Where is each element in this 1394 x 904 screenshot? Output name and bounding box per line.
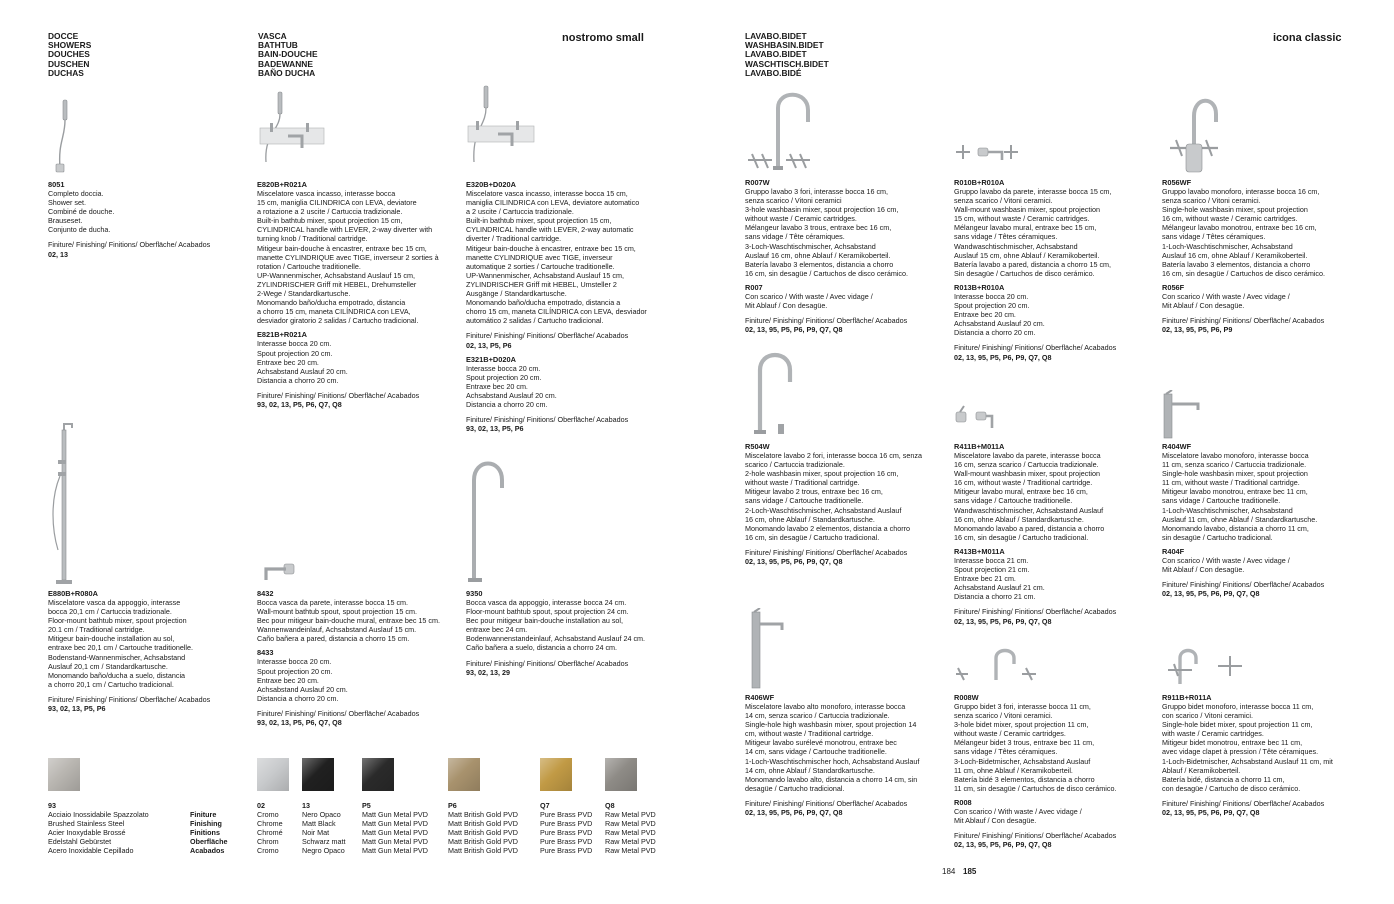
- product-R404WF: [1162, 440, 1367, 598]
- product-code: R007W: [745, 178, 770, 187]
- product-8432: [257, 587, 462, 727]
- swatch-P6: [448, 758, 480, 791]
- page-number-right: 185: [963, 867, 977, 876]
- product-image-R411B: [954, 404, 994, 432]
- product-E880B: [48, 587, 248, 713]
- product-R056WF: [1162, 176, 1367, 334]
- product-description: Gruppo bidet monoforo, interasse bocca 11 cm, con scarico / Vitoni ceramici. Single-hole bidet mixer, spout projection 11 cm, with waste / Ceramic cartridges. Mitigeur bidet monotrou, entraxe bec 11 cm, avec vidage clapet à pression / Tête céramiques. 1-Loch-Bidetmischer, Achsabstand Auslauf 11 cm, mit Ablauf / Keramikoberteil. Batería bidé, distancia a chorro 11 cm, con desagüe / Cartucho de disco cerámico.: [1162, 702, 1333, 793]
- product-image-E320B: [466, 84, 536, 168]
- finish-label: Finiture/ Finishing/ Finitions/ Oberfläche/ Acabados: [745, 547, 908, 557]
- product-image-8432: [260, 560, 296, 584]
- swatch-P5: [362, 758, 394, 791]
- finish-label: Finiture/ Finishing/ Finitions/ Oberfläche/ Acabados: [48, 694, 211, 704]
- swatch-Q8: [605, 758, 637, 791]
- finish-label: Finiture/ Finishing/ Finitions/ Oberfläche/ Acabados: [466, 331, 629, 341]
- variant-description: Con scarico / With waste / Avec vidage / Mit Ablauf / Con desagüe.: [954, 806, 1082, 826]
- finish-codes: 93, 02, 13, P5, P6, Q7, Q8: [257, 718, 342, 728]
- product-description: Miscelatore lavabo 2 fori, interasse bocca 16 cm, senza scarico / Cartuccia tradizionale. 2-hole washbasin mixer, spout projection 16 cm, without waste / Traditional cartridge. Mitigeur lavabo 2 trous, entraxe bec 16 cm, sans vidage / Cartouche traditionelle. 2-Loch-Waschtischmischer, Achsabstand Auslauf 16 cm, ohne Ablauf / Standardkartusche. Monomando lavabo 2 elementos, distancia a chorro 16 cm, sin desagüe / Cartucho tradicional.: [745, 451, 922, 542]
- finish-codes: 02, 13, P5, P6: [466, 340, 512, 350]
- section-header-bathtub: VASCA BATHTUB BAIN-DOUCHE BADEWANNE BAÑO DUCHA: [258, 31, 318, 78]
- finish-label: Finiture/ Finishing/ Finitions/ Oberfläche/ Acabados: [745, 798, 908, 808]
- legend-P6: P6 Matt British Gold PVD Matt British Gold PVD Matt British Gold PVD Matt British Gold PVD Matt British Gold PVD: [448, 801, 518, 856]
- product-9350: [466, 587, 671, 677]
- product-description: Miscelatore vasca incasso, interasse bocca 15 cm, maniglia CILINDRICA con LEVA, deviatore automatico a 2 uscite / Cartuccia tradizionale. Built-in bathtub mixer, spout projection 15 cm, CYLINDRICAL handle with LEVER, 2-way automatic diverter / Traditional cartridge. Mitigeur bain-douche à encastrer, entraxe bec 15 cm, manette CYLINDRIQUE avec TIGE, inverseur automatique 2 sorties / Cartouche traditionelle. UP-Wannenmischer, Achsabstand Auslauf 15 cm, ZYLINDRISCHER Griff mit HEBEL, Umsteller 2 Ausgänge / Standardkartusche. Monomando baño/ducha empotrado, distancia a chorro 15 cm, maneta CILÍNDRICA con LEVA, desviador automático 2 salidas / Cartucho tradicional.: [466, 189, 647, 326]
- product-image-R911B: [1164, 646, 1246, 686]
- series-title-left: nostromo small: [562, 32, 644, 44]
- product-code: 8051: [48, 180, 65, 189]
- variant-description: Interasse bocca 20 cm. Spout projection 20 cm. Entraxe bec 20 cm. Achsabstand Auslauf 20 cm. Distancia a chorro 20 cm.: [257, 339, 348, 385]
- page-number-left: 184: [942, 867, 956, 876]
- product-E320B: [466, 178, 671, 433]
- product-description: Gruppo lavabo da parete, interasse bocca 15 cm, senza scarico / Vitoni ceramici. Wall-mount washbasin mixer, spout projection 15 cm, without waste / Ceramic cartridges. Mélangeur lavabo mural, entraxe bec 15 cm, sans vidage / Têtes céramiques. Wandwaschtischmischer, Achsabstand Auslauf 15 cm, ohne Ablauf / Keramikoberteil. Batería lavabo a pared, distancia a chorro 15 cm, Sin desagüe / Cartuchos de disco cerámico.: [954, 187, 1112, 278]
- product-description: Miscelatore lavabo alto monoforo, interasse bocca 14 cm, senza scarico / Cartuccia tradizionale. Single-hole high washbasin mixer, spout projection 14 cm, without waste / Traditional cartridge. Mitigeur lavabo surélevé monotrou, entraxe bec 14 cm, sans vidage / Cartouche traditionelle. 1-Loch-Waschtischmischer hoch, Achsabstand Auslauf 14 cm, ohne Ablauf / Standardkartusche. Monomando lavabo alto, distancia a chorro 14 cm, sin desagüe / Cartucho tradicional.: [745, 702, 920, 793]
- legend-13: 13 Nero Opaco Matt Black Noir Mat Schwarz matt Negro Opaco: [302, 801, 346, 856]
- product-code: R411B+M011A: [954, 442, 1005, 451]
- finish-label: Finiture/ Finishing/ Finitions/ Oberfläche/ Acabados: [954, 607, 1117, 617]
- variant-code: E321B+D020A: [466, 354, 516, 364]
- product-image-R504W: [748, 348, 796, 436]
- product-code: R056WF: [1162, 178, 1192, 187]
- product-image-R404WF: [1162, 390, 1202, 440]
- finish-label: Finiture/ Finishing/ Finitions/ Oberfläche/ Acabados: [466, 415, 629, 425]
- product-R010B: [954, 176, 1159, 362]
- variant-code: R007: [745, 282, 763, 292]
- product-R911B: [1162, 691, 1377, 817]
- variant-code: R413B+M011A: [954, 546, 1005, 556]
- variant-code: R056F: [1162, 282, 1185, 292]
- legend-Q8: Q8 Raw Metal PVD Raw Metal PVD Raw Metal PVD Raw Metal PVD Raw Metal PVD: [605, 801, 656, 856]
- product-code: E320B+D020A: [466, 180, 516, 189]
- legend-93: 93 Acciaio Inossidabile Spazzolato Brushed Stainless Steel Acier Inoxydable Brossé Edelstahl Gebürstet Acero Inoxidable Cepillado: [48, 801, 149, 856]
- product-image-8051: [54, 98, 74, 174]
- product-code: R010B+R010A: [954, 178, 1005, 187]
- product-code: 9350: [466, 589, 483, 598]
- finish-label: Finiture/ Finishing/ Finitions/ Oberfläche/ Acabados: [1162, 316, 1325, 326]
- finish-codes: 93, 02, 13, P5, P6, Q7, Q8: [257, 399, 342, 409]
- finish-codes: 93, 02, 13, P5, P6: [466, 424, 524, 434]
- variant-code: R008: [954, 797, 972, 807]
- product-description: Miscelatore vasca incasso, interasse bocca 15 cm, maniglia CILINDRICA con LEVA, deviatore a rotazione a 2 uscite / Cartuccia tradizionale. Built-in bathtub mixer, spout projection 15 cm, CYLINDRICAL handle with LEVER, 2-way diverter with turning knob / Traditional cartridge. Mitigeur bain-douche à encastrer, entraxe bec 15 cm, manette CYLINDRIQUE avec TIGE, inverseur 2 sorties à rotation / Cartouche traditionelle. UP-Wannenmischer, Achsabstand Auslauf 15 cm, ZYLINDRISCHER Griff mit HEBEL, Drehumsteller 2-Wege / Standardkartusche. Monomando baño/ducha empotrado, distancia a chorro 15 cm, maneta CILÍNDRICA con LEVA, desviador giratorio 2 salidas / Cartucho tradicional.: [257, 189, 439, 326]
- finish-label: Finiture/ Finishing/ Finitions/ Oberfläche/ Acabados: [954, 831, 1117, 841]
- product-description: Gruppo bidet 3 fori, interasse bocca 11 cm, senza scarico / Vitoni ceramici. 3-hole bidet mixer, spout projection 11 cm, without waste / Ceramic cartridges. Mélangeur bidet 3 trous, entraxe bec 11 cm, sans vidage / Têtes céramiques. 3-Loch-Bidetmischer, Achsabstand Auslauf 11 cm, ohne Ablauf / Keramikoberteil. Batería bidé 3 elementos, distancia a chorro 11 cm, sin desagüe / Cartuchos de disco cerámico.: [954, 702, 1117, 793]
- swatch-13: [302, 758, 334, 791]
- legend-Q7: Q7 Pure Brass PVD Pure Brass PVD Pure Brass PVD Pure Brass PVD Pure Brass PVD: [540, 801, 593, 856]
- variant-description: Interasse bocca 20 cm. Spout projection 20 cm. Entraxe bec 20 cm. Achsabstand Auslauf 20 cm. Distancia a chorro 20 cm.: [466, 363, 557, 409]
- product-E820B: [257, 178, 462, 409]
- finish-codes: 93, 02, 13, P5, P6: [48, 704, 106, 714]
- finish-label: Finiture/ Finishing/ Finitions/ Oberfläche/ Acabados: [1162, 798, 1325, 808]
- finish-label: Finiture/ Finishing/ Finitions/ Oberfläche/ Acabados: [745, 316, 908, 326]
- product-image-R010B: [954, 142, 1020, 164]
- product-description: Gruppo lavabo monoforo, interasse bocca 16 cm, senza scarico / Vitoni ceramici. Single-hole washbasin mixer, spout projection 16 cm, without waste / Ceramic cartridges. Mélangeur lavabo monotrou, entraxe bec 16 cm, sans vidage / Têtes céramiques. 1-Loch-Waschtischmischer, Achsabstand Auslauf 16 cm, ohne Ablauf / Keramikoberteil. Batería lavabo 3 elementos, distancia a chorro 16 cm, sin desagüe / Cartuchos de disco cerámico.: [1162, 187, 1325, 278]
- finish-codes: 02, 13, 95, P5, P6, P9, Q7, Q8: [954, 616, 1052, 626]
- product-code: R008W: [954, 693, 979, 702]
- legend-P5: P5 Matt Gun Metal PVD Matt Gun Metal PVD Matt Gun Metal PVD Matt Gun Metal PVD Matt Gun Metal PVD: [362, 801, 428, 856]
- finish-codes: 02, 13, 95, P5, P6, P9, Q7, Q8: [954, 840, 1052, 850]
- product-R504W: [745, 440, 950, 566]
- legend-language-labels: Finiture Finishing Finitions Oberfläche Acabados: [190, 810, 228, 856]
- swatch-Q7: [540, 758, 572, 791]
- variant-description: Interasse bocca 20 cm. Spout projection 20 cm. Entraxe bec 20 cm. Achsabstand Auslauf 20 cm. Distancia a chorro 20 cm.: [257, 657, 348, 703]
- finish-codes: 02, 13, 95, P5, P6, P9, Q7, Q8: [1162, 808, 1260, 818]
- finish-label: Finiture/ Finishing/ Finitions/ Oberfläche/ Acabados: [257, 390, 420, 400]
- finish-codes: 02, 13, 95, P5, P6, P9, Q7, Q8: [1162, 589, 1260, 599]
- product-description: Miscelatore lavabo monoforo, interasse bocca 11 cm, senza scarico / Cartuccia tradizionale. Single-hole washbasin mixer, spout projection 11 cm, without waste / Traditional cartridge. Mitigeur lavabo monotrou, entraxe bec 11 cm, sans vidage / Cartouche traditionelle. 1-Loch-Waschtischmischer, Achsabstand Auslauf 11 cm, ohne Ablauf / Standardkartusche. Monomando lavabo, distancia a chorro 11 cm, sin desagüe / Cartucho tradicional.: [1162, 451, 1318, 542]
- variant-code: E821B+R021A: [257, 330, 307, 340]
- finish-codes: 02, 13, 95, P5, P6, P9, Q7, Q8: [745, 325, 843, 335]
- product-image-R007W: [746, 88, 812, 172]
- product-code: 8432: [257, 589, 274, 598]
- product-image-E880B: [50, 420, 74, 586]
- product-code: R406WF: [745, 693, 775, 702]
- series-title-right: icona classic: [1273, 32, 1342, 44]
- product-8051: [48, 178, 238, 259]
- product-R406WF: [745, 691, 950, 817]
- finish-codes: 02, 13: [48, 249, 68, 259]
- product-code: R911B+R011A: [1162, 693, 1212, 702]
- product-image-R406WF: [746, 608, 786, 690]
- variant-description: Interasse bocca 21 cm. Spout projection 21 cm. Entraxe bec 21 cm. Achsabstand Auslauf 21 cm. Distancia a chorro 21 cm.: [954, 555, 1045, 602]
- section-header-showers: DOCCE SHOWERS DOUCHES DUSCHEN DUCHAS: [48, 31, 92, 78]
- product-R411B: [954, 440, 1159, 626]
- finish-codes: 02, 13, 95, P5, P6, P9, Q7, Q8: [745, 808, 843, 818]
- product-description: Bocca vasca da appoggio, interasse bocca 24 cm. Floor-mount bathtub spout, spout projection 24 cm. Bec pour mitigeur bain-douche installation au sol, entraxe bec 24 cm. Bodenwannenstandeinlauf, Achsabstand Auslauf 24 cm. Caño bañera a suelo, distancia a chorro 24 cm.: [466, 598, 646, 653]
- finish-codes: 02, 13, 95, P5, P6, P9: [1162, 325, 1233, 335]
- product-image-9350: [464, 454, 508, 584]
- product-description: Bocca vasca da parete, interasse bocca 15 cm. Wall-mount bathtub spout, spout projection 15 cm. Bec pour mitigeur bain-douche mural, entraxe bec 15 cm. Wannenwandeinlauf, Achsabstand Auslauf 15 cm. Caño bañera a pared, distancia a chorro 15 cm.: [257, 598, 440, 644]
- product-description: Completo doccia. Shower set. Combiné de douche. Brauseset. Conjunto de ducha.: [48, 189, 115, 235]
- product-description: Gruppo lavabo 3 fori, interasse bocca 16 cm, senza scarico / Vitoni ceramici 3-hole washbasin mixer, spout projection 16 cm, without waste / Ceramic cartridges. Mélangeur lavabo 3 trous, entraxe bec 16 cm, sans vidage / Tête céramiques. 3-Loch-Waschtischmischer, Achsabstand Auslauf 16 cm, ohne Ablauf / Keramikoberteil. Batería lavabo 3 elementos, distancia a chorro 16 cm, sin desagüe / Cartuchos de disco cerámico.: [745, 187, 908, 278]
- product-code: R404WF: [1162, 442, 1192, 451]
- variant-description: Interasse bocca 20 cm. Spout projection 20 cm. Entraxe bec 20 cm. Achsabstand Auslauf 20 cm. Distancia a chorro 20 cm.: [954, 291, 1045, 338]
- product-image-R008W: [954, 646, 1040, 682]
- swatch-02: [257, 758, 289, 791]
- variant-description: Con scarico / With waste / Avec vidage / Mit Ablauf / Con desagüe.: [745, 291, 873, 311]
- product-description: Miscelatore vasca da appoggio, interasse bocca 20,1 cm / Cartuccia tradizionale. Floor-mount bathtub mixer, spout projection 20.1 cm / Traditional cartridge. Mitigeur bain-douche installation au sol, entraxe bec 20,1 cm / Cartouche traditionelle. Bodenstand-Wannenmischer, Achsabstand Auslauf 20,1 cm / Standardkartusche. Monomando baño/ducha a suelo, distancia a chorro 20,1 cm / Cartucho tradicional.: [48, 598, 194, 689]
- legend-02: 02 Cromo Chrome Chromé Chrom Cromo: [257, 801, 283, 856]
- product-description: Miscelatore lavabo da parete, interasse bocca 16 cm, senza scarico / Cartuccia tradizionale. Wall-mount washbasin mixer, spout projection 16 cm, without waste / Traditional cartridge. Mitigeur lavabo mural, entraxe bec 16 cm, sans vidage / Cartouche traditionelle. Wandwaschtischmischer, Achsabstand Auslauf 16 cm, ohne Ablauf / Standardkartusche. Monomando lavabo a pared, distancia a chorro 16 cm, sin desagüe / Cartucho tradicional.: [954, 451, 1105, 542]
- finish-codes: 93, 02, 13, 29: [466, 667, 510, 677]
- product-R008W: [954, 691, 1159, 849]
- variant-code: R013B+R010A: [954, 282, 1005, 292]
- variant-description: Con scarico / With waste / Avec vidage / Mit Ablauf / Con desagüe.: [1162, 555, 1290, 575]
- variant-description: Con scarico / With waste / Avec vidage / Mit Ablauf / Con desagüe.: [1162, 291, 1290, 311]
- finish-label: Finiture/ Finishing/ Finitions/ Oberfläche/ Acabados: [466, 658, 629, 668]
- finish-label: Finiture/ Finishing/ Finitions/ Oberfläche/ Acabados: [954, 343, 1117, 353]
- section-header-washbasin: LAVABO.BIDET WASHBASIN.BIDET LAVABO.BIDET WASCHTISCH.BIDET LAVABO.BIDÉ: [745, 31, 829, 78]
- variant-code: R404F: [1162, 546, 1185, 556]
- finish-codes: 02, 13, 95, P5, P6, P9, Q7, Q8: [745, 557, 843, 567]
- product-code: R504W: [745, 442, 770, 451]
- swatch-93: [48, 758, 80, 791]
- product-R007W: [745, 176, 950, 334]
- finish-codes: 02, 13, 95, P5, P6, P9, Q7, Q8: [954, 352, 1052, 362]
- finish-label: Finiture/ Finishing/ Finitions/ Oberfläche/ Acabados: [48, 240, 211, 250]
- product-image-R056WF: [1166, 92, 1222, 174]
- variant-code: 8433: [257, 648, 274, 658]
- product-code: E820B+R021A: [257, 180, 307, 189]
- product-image-E820B: [258, 90, 326, 168]
- finish-label: Finiture/ Finishing/ Finitions/ Oberfläche/ Acabados: [257, 708, 420, 718]
- product-code: E880B+R080A: [48, 589, 98, 598]
- finish-label: Finiture/ Finishing/ Finitions/ Oberfläche/ Acabados: [1162, 580, 1325, 590]
